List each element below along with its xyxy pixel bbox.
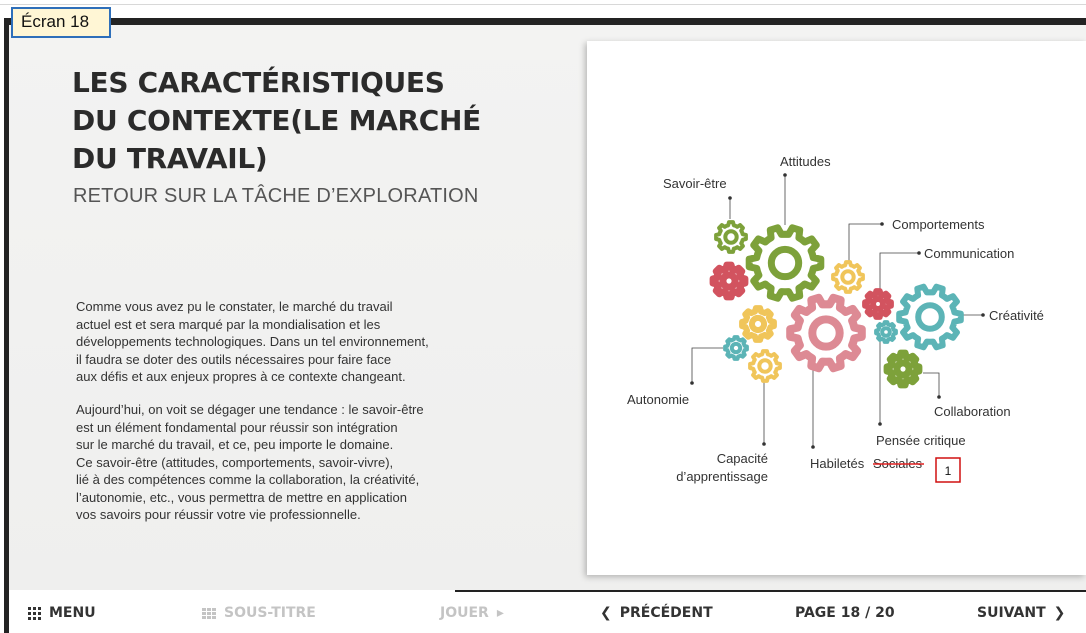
text-line: Ce savoir-être (attitudes, comportements, savoir-vivre), (76, 454, 394, 470)
gear-yellow-bottom-hub (759, 360, 770, 371)
subtitles-icon (202, 608, 216, 619)
previous-button[interactable] (600, 605, 713, 621)
label-comportements: Comportements (892, 217, 985, 232)
frame-top-border (4, 18, 1086, 25)
leader-dot (783, 173, 787, 177)
page-subtitle: RETOUR SUR LA TÂCHE D’EXPLORATION (73, 185, 479, 207)
intro-paragraph (76, 298, 466, 386)
leader-dot (937, 395, 941, 399)
text-line: l’autonomie, etc., vous permettra de mettre en application (76, 489, 407, 505)
subtitle-label: SOUS-TITRE (224, 605, 316, 621)
play-button[interactable] (440, 605, 504, 621)
trend-paragraph (76, 401, 466, 524)
gear-yellow-mid-hub (752, 318, 764, 330)
gear-yellow-bottom (750, 351, 780, 381)
gear-small-red-right-hub (873, 299, 883, 309)
gear-small-green-hub (725, 231, 736, 242)
title-line-2: DU CONTEXTE(LE MARCHÉ (72, 104, 481, 137)
screen-label: Écran 18 (11, 7, 111, 38)
leader-dot (981, 313, 985, 317)
gear-yellow-top (833, 262, 863, 292)
gear-green-bottom-hub (897, 363, 909, 375)
leader-dot (762, 442, 766, 446)
label-autonomie: Autonomie (627, 392, 690, 407)
top-border (0, 4, 1086, 5)
gear-teal-small-left (725, 337, 747, 359)
gears-illustration-card (587, 41, 1086, 575)
gear-small-red-right (865, 291, 891, 317)
gear-big-green-hub (771, 249, 798, 276)
page-title (72, 64, 542, 178)
page-indicator: PAGE 18 / 20 (795, 605, 895, 621)
menu-label: MENU (49, 605, 96, 621)
title-line-1: LES CARACTÉRISTIQUES (72, 66, 445, 99)
next-button[interactable] (977, 605, 1065, 621)
gear-small-green (716, 222, 746, 252)
grid-icon (28, 607, 41, 620)
text-line: aux défis et aux enjeux propres à ce contexte changeant. (76, 369, 406, 384)
gear-yellow-top-hub (842, 271, 853, 282)
text-line: lié à des compétences comme la collaboration, la créativité, (76, 472, 420, 487)
label-pensee-critique: Pensée critique (876, 433, 966, 448)
gear-big-green (749, 228, 821, 298)
label-communication: Communication (924, 246, 1015, 261)
gear-yellow-mid (742, 308, 774, 340)
footer-progress-line (455, 590, 1086, 592)
text-line: vos savoirs pour réussir votre vie professionnelle. (76, 507, 361, 522)
text-line: actuel est et sera marqué par la mondialisation et les (76, 316, 381, 332)
previous-label: PRÉCÉDENT (619, 605, 713, 621)
label-collaboration: Collaboration (934, 404, 1011, 419)
next-label: SUIVANT (977, 605, 1046, 621)
gear-big-pink (790, 298, 862, 368)
label-sociales-struck: Sociales (873, 456, 923, 471)
gears-diagram (587, 41, 1086, 575)
gear-big-pink-hub (812, 319, 839, 346)
leader-dot (917, 251, 921, 255)
text-line: Comme vous avez pu le constater, le marché du travail (76, 299, 393, 314)
leader-line (880, 253, 919, 289)
label-savoir-etre: Savoir-être (663, 176, 727, 191)
label-apprentissage: d’apprentissage (676, 469, 768, 484)
gear-small-red (713, 265, 745, 297)
leader-dot (728, 196, 732, 200)
text-line: est un élément fondamental pour réussir son intégration (76, 419, 398, 435)
gear-big-teal-hub (918, 305, 942, 329)
gear-green-bottom (887, 353, 919, 385)
gear-teal-small-hub (882, 328, 890, 336)
gear-big-teal (899, 287, 961, 348)
leader-line (692, 348, 723, 383)
gear-small-red-hub (723, 275, 735, 287)
gear-teal-small-left-hub (732, 344, 740, 352)
leader-dot (880, 222, 884, 226)
leader-dot (811, 445, 815, 449)
play-label: JOUER (440, 605, 489, 621)
leader-dot (690, 381, 694, 385)
label-creativite: Créativité (989, 308, 1044, 323)
play-icon: ▸ (496, 605, 504, 621)
leader-line (923, 373, 939, 397)
label-attitudes: Attitudes (780, 154, 831, 169)
player-footer (9, 590, 1086, 633)
label-capacite: Capacité (716, 451, 768, 466)
subtitle-button[interactable] (202, 605, 316, 621)
label-habiletes: Habiletés (810, 456, 865, 471)
title-line-3: DU TRAVAIL) (72, 142, 268, 175)
text-line: développements technologiques. Dans un tel environnement, (76, 334, 429, 349)
text-line: il faudra se doter des outils nécessaires pour faire face (76, 351, 392, 367)
chevron-left-icon: ❮ (600, 605, 612, 621)
text-line: Aujourd’hui, on voit se dégager une tendance : le savoir-être (76, 402, 424, 417)
leader-line (849, 224, 882, 261)
text-line: sur le marché du travail, et ce, peu importe le domaine. (76, 437, 394, 452)
menu-button[interactable] (28, 605, 96, 621)
leader-dot (878, 422, 882, 426)
annotation-number: 1 (944, 464, 952, 478)
chevron-right-icon: ❯ (1053, 605, 1066, 621)
gear-teal-small (876, 322, 896, 342)
